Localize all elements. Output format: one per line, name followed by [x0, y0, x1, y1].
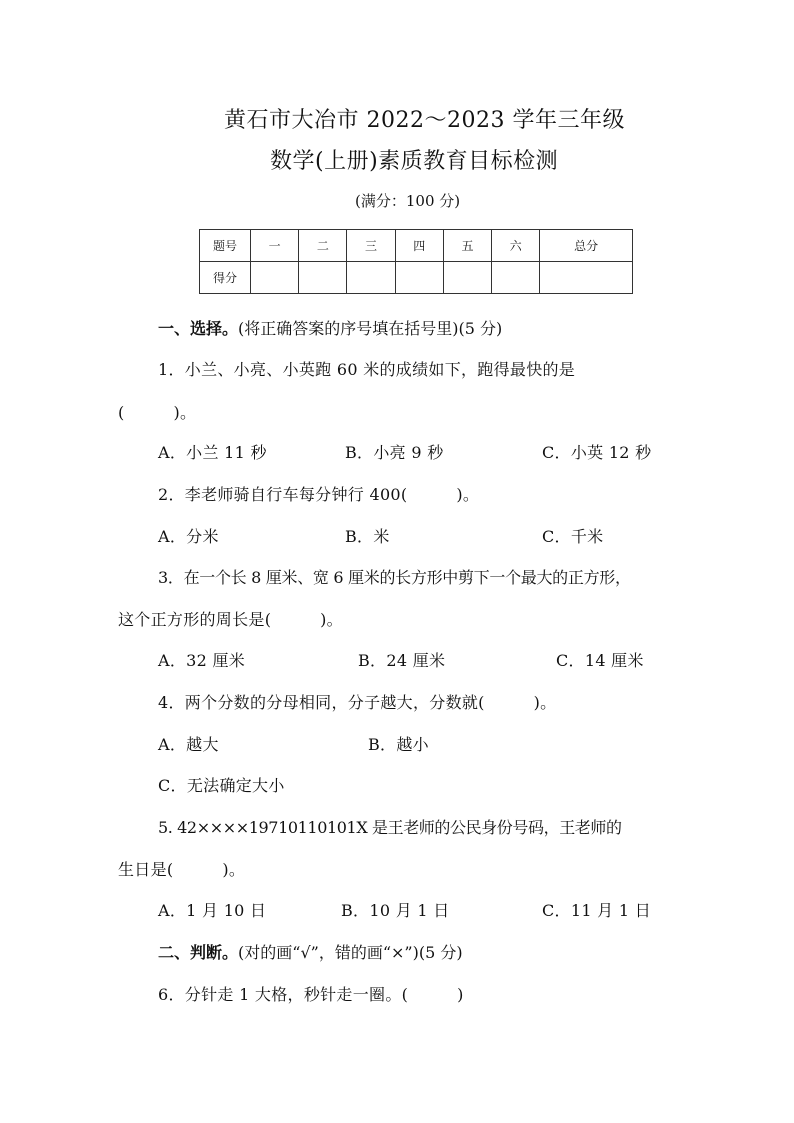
q1-option-c: C．小英 12 秒 [542, 443, 652, 462]
section-1-heading [158, 316, 502, 339]
score-table-header-row [200, 230, 633, 262]
q4-option-c: C．无法确定大小 [158, 776, 285, 795]
score-cell[interactable] [395, 262, 443, 294]
q1-option-b: B．小亮 9 秒 [345, 443, 444, 462]
section-1-instruction: (将正确答案的序号填在括号里)(5 分) [238, 319, 503, 338]
q2-stem: 2．李老师骑自行车每分钟行 400( )。 [158, 485, 480, 504]
section-1-title: 一、选择。 [158, 319, 239, 338]
score-cell[interactable] [492, 262, 540, 294]
q2-option-b: B．米 [345, 527, 390, 546]
col-5: 五 [443, 230, 491, 262]
col-6: 六 [492, 230, 540, 262]
q2-option-c: C．千米 [542, 527, 604, 546]
section-2-instruction: (对的画“√”，错的画“×”)(5 分) [238, 943, 463, 962]
q3-stem-line-1: 3．在一个长 8 厘米、宽 6 厘米的长方形中剪下一个最大的正方形， [158, 568, 631, 587]
score-cell[interactable] [540, 262, 633, 294]
col-4: 四 [395, 230, 443, 262]
q1-stem-line-2: ( )。 [118, 403, 197, 422]
q3-option-a: A．32 厘米 [158, 651, 246, 670]
full-score: (满分：100 分) [355, 192, 461, 210]
col-total: 总分 [540, 230, 633, 262]
title-line-2: 数学(上册)素质教育目标检测 [270, 149, 559, 174]
q4-option-b: B．越小 [368, 735, 429, 754]
q3-stem-line-2: 这个正方形的周长是( )。 [118, 610, 343, 629]
q5-stem-line-1: 5. 42××××19710110101X 是王老师的公民身份号码，王老师的 [158, 818, 622, 837]
row-label-score: 得分 [200, 262, 251, 294]
q1-option-a: A．小兰 11 秒 [158, 443, 267, 462]
q4-option-a: A．越大 [158, 735, 219, 754]
section-2-title: 二、判断。 [158, 943, 239, 962]
q5-option-a: A．1 月 10 日 [158, 901, 267, 920]
q5-option-b: B．10 月 1 日 [341, 901, 450, 920]
q3-option-b: B．24 厘米 [358, 651, 446, 670]
title-line-1: 黄石市大冶市 2022～2023 学年三年级 [224, 108, 625, 133]
score-cell[interactable] [443, 262, 491, 294]
col-1: 一 [251, 230, 299, 262]
q1-stem-line-1: 1．小兰、小亮、小英跑 60 米的成绩如下，跑得最快的是 [158, 360, 576, 379]
row-label-question-number: 题号 [200, 230, 251, 262]
score-table [199, 229, 633, 294]
q4-stem: 4．两个分数的分母相同，分子越大，分数就( )。 [158, 693, 557, 712]
score-table-score-row [200, 262, 633, 294]
q6-stem: 6．分针走 1 大格，秒针走一圈。( ) [158, 985, 464, 1004]
col-3: 三 [347, 230, 395, 262]
q2-option-a: A．分米 [158, 527, 219, 546]
q5-option-c: C．11 月 1 日 [542, 901, 652, 920]
score-cell[interactable] [299, 262, 347, 294]
section-2-heading [158, 940, 463, 963]
q3-option-c: C．14 厘米 [556, 651, 644, 670]
score-cell[interactable] [251, 262, 299, 294]
score-cell[interactable] [347, 262, 395, 294]
col-2: 二 [299, 230, 347, 262]
q5-stem-line-2: 生日是( )。 [118, 860, 246, 879]
